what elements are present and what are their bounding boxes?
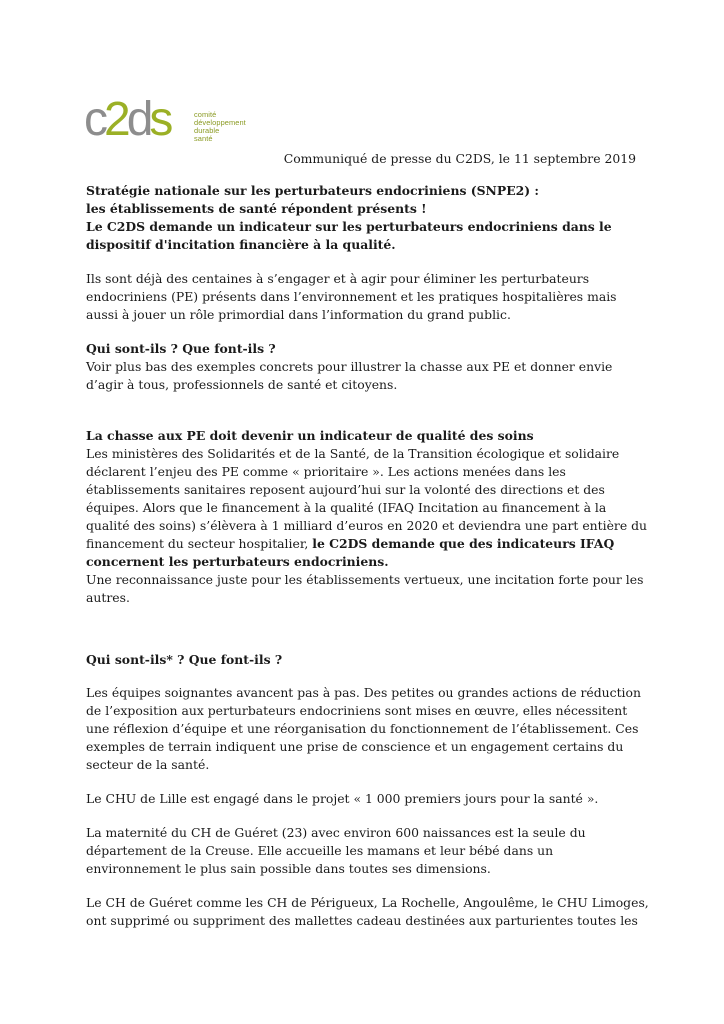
logo-tagline-line: comité bbox=[194, 110, 217, 119]
section3-para1-line: une réflexion d’équipe et une réorganisation du fonctionnement de l’établissement. Ces bbox=[86, 721, 639, 736]
svg-text:c2ds: c2ds bbox=[84, 93, 170, 141]
section3-para2: Le CHU de Lille est engagé dans le projet « 1 000 premiers jours pour la santé ». bbox=[86, 791, 599, 806]
logo-tagline-line: durable bbox=[194, 126, 220, 135]
section2-tail-line: Une reconnaissance juste pour les établissements vertueux, une incitation forte pour les bbox=[86, 572, 644, 587]
section2-line: équipes. Alors que le financement à la qualité (IFAQ Incitation au financement à la bbox=[86, 500, 607, 515]
headline-line: les établissements de santé répondent présents ! bbox=[86, 201, 427, 216]
intro-line: Ils sont déjà des centaines à s’engager et à agir pour éliminer les perturbateurs bbox=[86, 271, 590, 286]
logo-tagline-line: développement bbox=[194, 118, 246, 127]
headline-line: dispositif d'incitation financière à la qualité. bbox=[86, 237, 396, 252]
logo-tagline bbox=[194, 111, 246, 143]
section-heading: Qui sont-ils ? Que font-ils ? bbox=[86, 341, 276, 356]
section3-para1-line: exemples de terrain indiquent une prise de conscience et un engagement certains du bbox=[86, 739, 624, 754]
section3-para1-line: secteur de la santé. bbox=[86, 757, 210, 772]
section3-para3-line: département de la Creuse. Elle accueille les mamans et leur bébé dans un bbox=[86, 843, 554, 858]
section2-line-bold: le C2DS demande que des indicateurs IFAQ bbox=[312, 536, 615, 551]
section3-para4-line: Le CH de Guéret comme les CH de Périgueux, La Rochelle, Angoulême, le CHU Limoges, bbox=[86, 895, 649, 910]
section3-para3-line: environnement le plus sain possible dans toutes ses dimensions. bbox=[86, 861, 491, 876]
section2-line: qualité des soins) s’élèvera à 1 milliard d’euros en 2020 et deviendra une part entière du bbox=[86, 518, 648, 533]
section2-line: établissements sanitaires reposent aujourd’hui sur la volonté des directions et des bbox=[86, 482, 605, 497]
section1-line: d’agir à tous, professionnels de santé et citoyens. bbox=[86, 377, 398, 392]
section2-line: Les ministères des Solidarités et de la Santé, de la Transition écologique et solidaire bbox=[86, 446, 620, 461]
logo-tagline-line: santé bbox=[194, 134, 213, 143]
section3-para1-line: Les équipes soignantes avancent pas à pas. Des petites ou grandes actions de réduction bbox=[86, 685, 641, 700]
section2-line-normal: financement du secteur hospitalier, bbox=[86, 536, 313, 551]
headline-line: Stratégie nationale sur les perturbateurs endocriniens (SNPE2) : bbox=[86, 183, 540, 198]
section2-line: déclarent l’enjeu des PE comme « prioritaire ». Les actions menées dans les bbox=[86, 464, 566, 479]
intro-line: aussi à jouer un rôle primordial dans l’information du grand public. bbox=[86, 307, 511, 322]
section-heading: Qui sont-ils* ? Que font-ils ? bbox=[86, 652, 283, 667]
section3-para1-line: de l’exposition aux perturbateurs endocriniens sont mises en œuvre, elles nécessitent bbox=[86, 703, 628, 718]
section3-para3-line: La maternité du CH de Guéret (23) avec environ 600 naissances est la seule du bbox=[86, 825, 586, 840]
section3-para4-line: ont supprimé ou suppriment des mallettes cadeau destinées aux parturientes toutes les bbox=[86, 913, 638, 928]
intro-line: endocriniens (PE) présents dans l’environnement et les pratiques hospitalières mais bbox=[86, 289, 617, 304]
section-heading: La chasse aux PE doit devenir un indicateur de qualité des soins bbox=[86, 428, 534, 443]
section2-line bbox=[86, 535, 646, 553]
headline-line: Le C2DS demande un indicateur sur les perturbateurs endocriniens dans le bbox=[86, 219, 612, 234]
section2-tail-line: autres. bbox=[86, 590, 130, 605]
dateline: Communiqué de presse du C2DS, le 11 septembre 2019 bbox=[283, 151, 636, 166]
section2-line-bold: concernent les perturbateurs endocriniens. bbox=[86, 554, 389, 569]
section1-line: Voir plus bas des exemples concrets pour illustrer la chasse aux PE et donner envie bbox=[86, 359, 613, 374]
